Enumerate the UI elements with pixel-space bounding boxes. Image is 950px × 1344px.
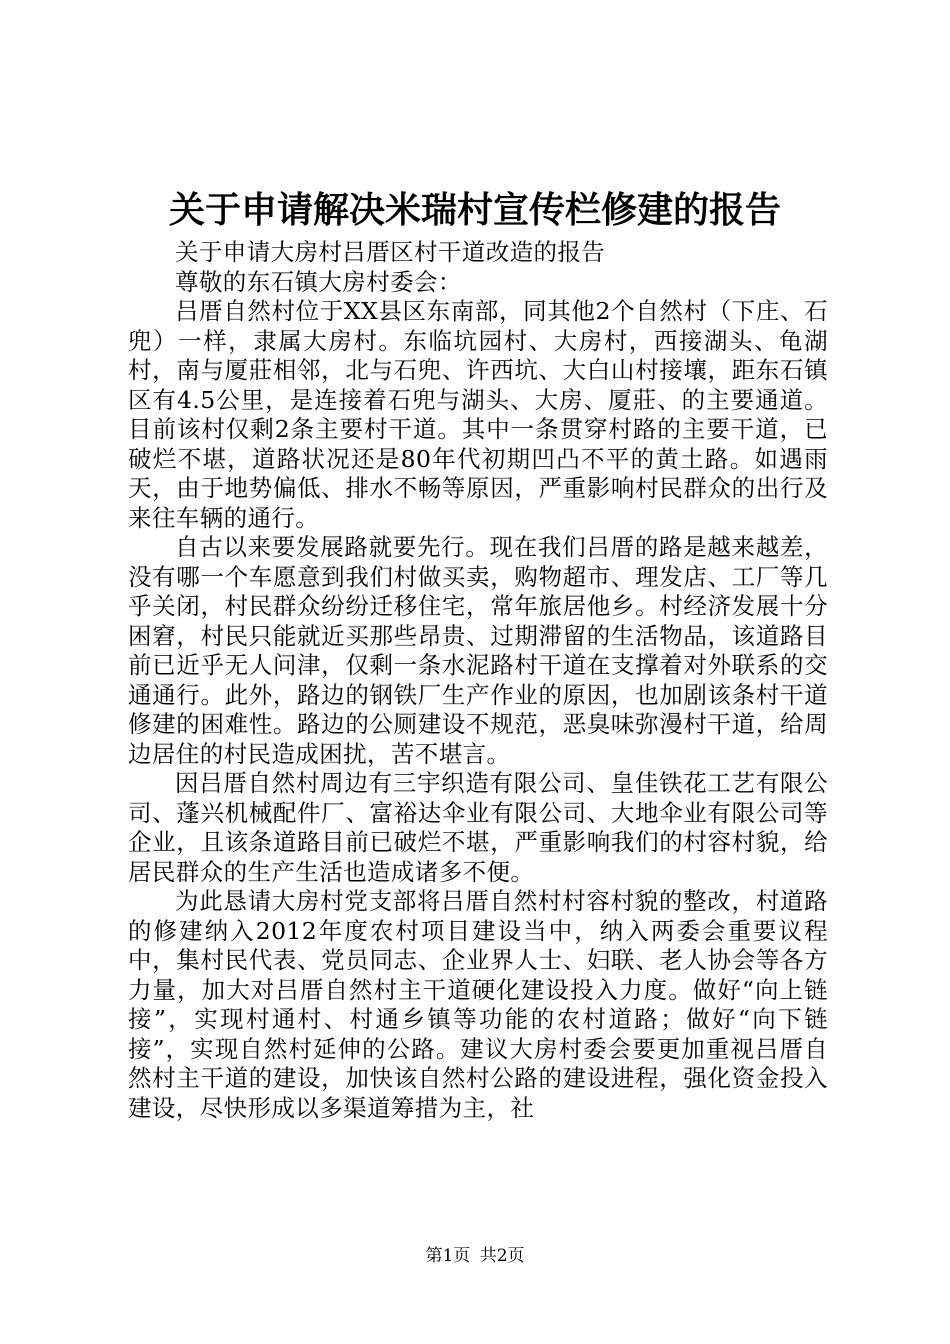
page-footer xyxy=(0,1244,950,1268)
paragraph-salutation: 尊敬的东石镇大房村委会： xyxy=(175,267,462,296)
page-total: 共2页 xyxy=(479,1246,525,1266)
paragraph-request: 为此恳请大房村党支部将吕厝自然村村容村貌的整改，村道路的修建纳入2012年度农村项目建设当中，纳入两委会重要议程中，集村民代表、党员同志、企业界人士、妇联、老人协会等各方力量，加大对吕厝自然村主干道硬化建设投入力度。做好“向上链接”，实现村通村、村通乡镇等功能的农村道路；做好“向下链接”，实现自然村延伸的公路。建议大房村委会要更加重视吕厝自然村主干道的建设，加快该自然村公路的建设进程，强化资金投入建设，尽快形成以多渠道筹措为主，社 xyxy=(128,887,828,1122)
paragraph-subtitle: 关于申请大房村吕厝区村干道改造的报告 xyxy=(175,238,606,266)
document-body xyxy=(128,238,828,1123)
paragraph-enterprises: 因吕厝自然村周边有三宇织造有限公司、皇佳铁花工艺有限公司、蓬兴机械配件厂、富裕达伞业有限公司、大地伞业有限公司等企业，且该条道路目前已破烂不堪，严重影响我们的村容村貌，给居民群众的生产生活也造成诸多不便。 xyxy=(128,769,828,886)
page-number: 第1页 xyxy=(425,1246,471,1266)
document-title: 关于申请解决米瑞村宣传栏修建的报告 xyxy=(168,189,781,231)
paragraph-development: 自古以来要发展路就要先行。现在我们吕厝的路是越来越差，没有哪一个车愿意到我们村做买卖，购物超市、理发店、工厂等几乎关闭，村民群众纷纷迁移住宅，常年旅居他乡。村经济发展十分困窘，村民只能就近买那些昂贵、过期滞留的生活物品，该道路目前已近乎无人问津，仅剩一条水泥路村干道在支撑着对外联系的交通通行。此外，路边的钢铁厂生产作业的原因，也加剧该条村干道修建的困难性。路边的公厕建设不规范，恶臭味弥漫村干道，给周边居住的村民造成困扰，苦不堪言。 xyxy=(128,533,828,768)
paragraph-location: 吕厝自然村位于XX县区东南部，同其他2个自然村（下庄、石兜）一样，隶属大房村。东临坑园村、大房村，西接湖头、龟湖村，南与厦莊相邻，北与石兜、许西坑、大白山村接壤，距东石镇区有4.5公里，是连接着石兜与湖头、大房、厦莊、的主要通道。目前该村仅剩2条主要村干道。其中一条贯穿村路的主要干道，已破烂不堪，道路状况还是80年代初期凹凸不平的黄土路。如遇雨天，由于地势偏低、排水不畅等原因，严重影响村民群众的出行及来往车辆的通行。 xyxy=(128,297,828,532)
